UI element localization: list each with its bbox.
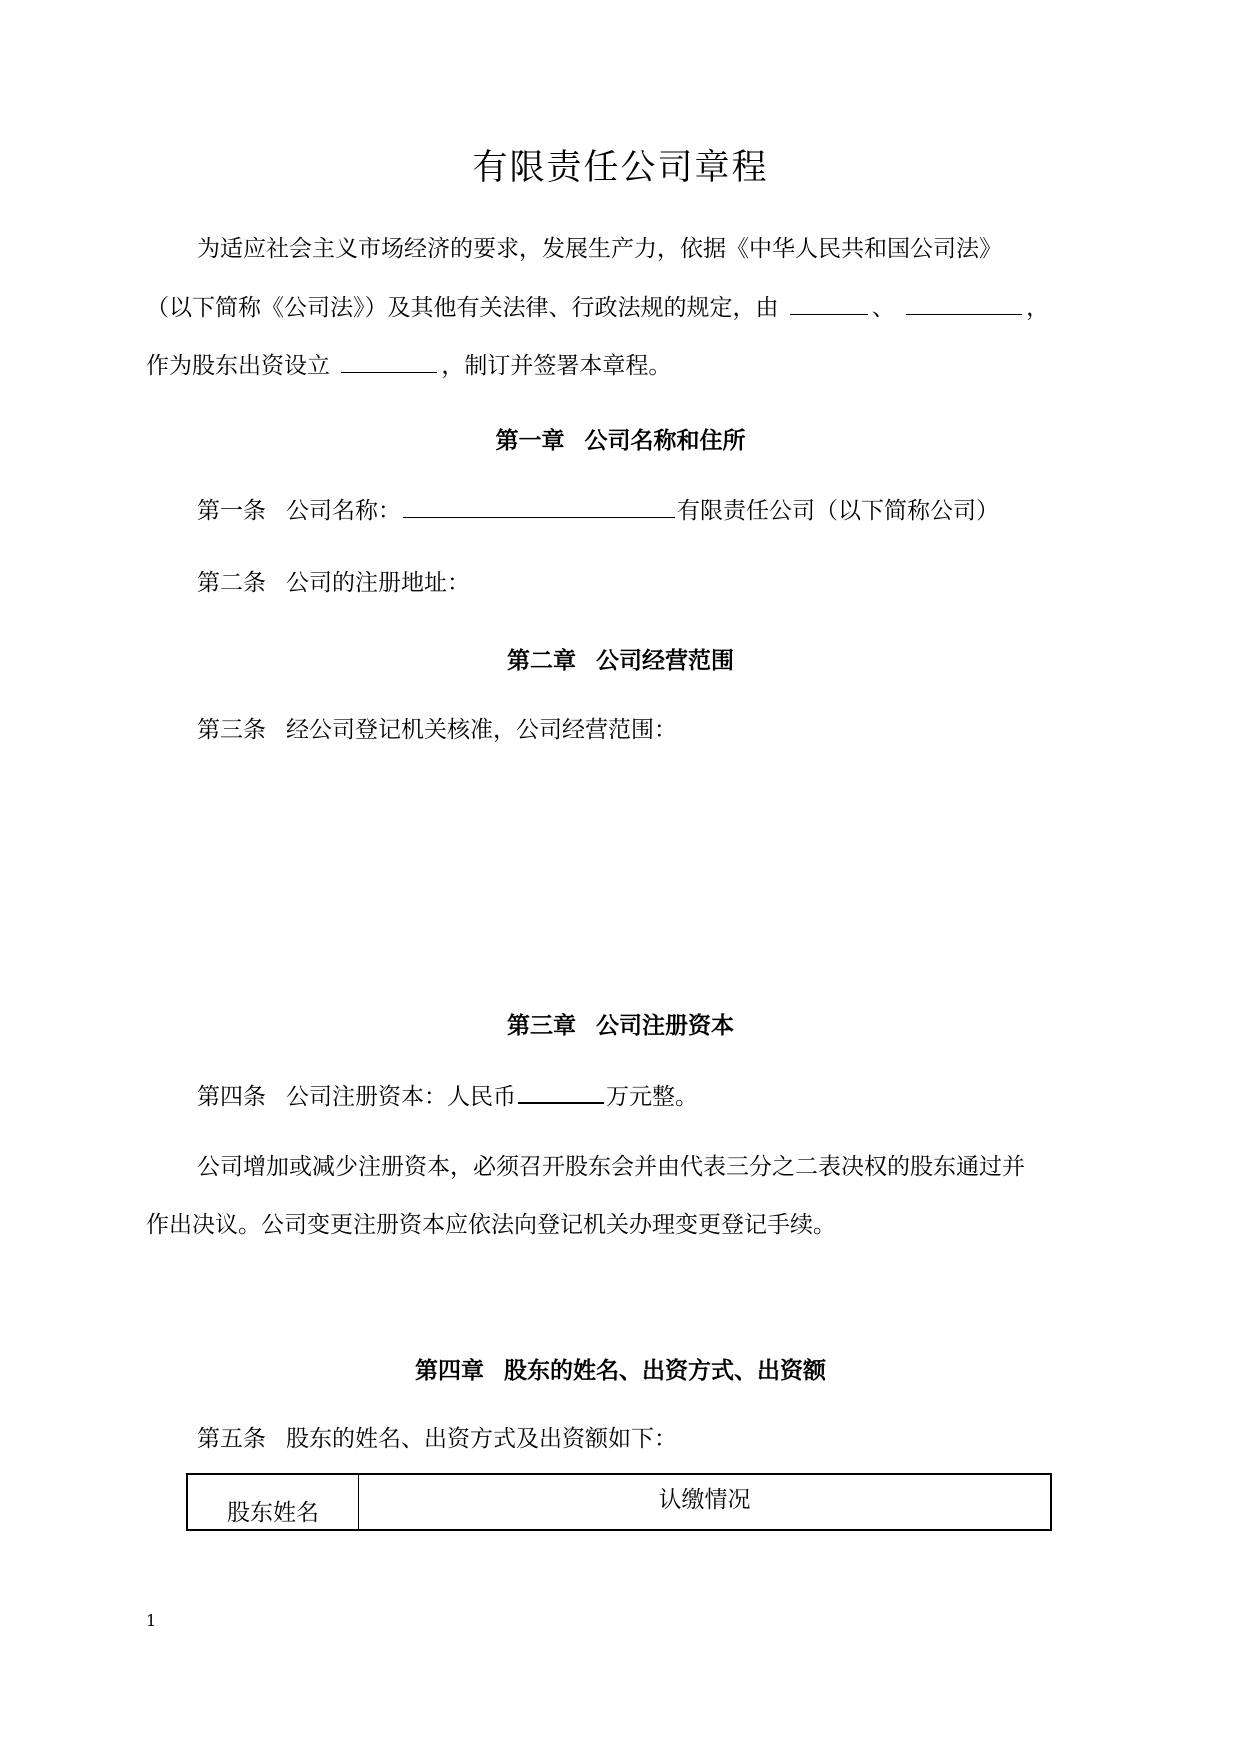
company-name-blank[interactable]: [403, 495, 675, 518]
registered-capital-blank[interactable]: [518, 1080, 604, 1104]
article-1-label: 公司名称：: [286, 498, 401, 524]
chapter-2-number: 第二章: [507, 647, 576, 674]
chapter-2-heading: [0, 642, 1241, 675]
article-4: [197, 1080, 698, 1112]
article-2-text: 公司的注册地址：: [286, 570, 470, 596]
article-1: [197, 495, 999, 526]
article-2-number: 第二条: [197, 570, 266, 596]
page-number: 1: [146, 1611, 157, 1630]
chapter-2-title: 公司经营范围: [596, 647, 734, 674]
chapter-3-number: 第三章: [507, 1012, 576, 1039]
article-3-text: 经公司登记机关核准，公司经营范围：: [286, 717, 677, 743]
chapter-3-heading: [0, 1007, 1241, 1040]
shareholder-2-blank[interactable]: [906, 292, 1022, 315]
article-1-suffix: 有限责任公司（以下简称公司）: [677, 498, 999, 524]
chapter-1-heading: [0, 422, 1241, 455]
chapter-1-number: 第一章: [495, 427, 565, 454]
preamble-line-1: 为适应社会主义市场经济的要求，发展生产力，依据《中华人民共和国公司法》: [197, 236, 1002, 262]
article-5-text: 股东的姓名、出资方式及出资额如下：: [286, 1426, 677, 1452]
column-header-subscription: 认缴情况: [359, 1474, 1052, 1530]
article-3: [197, 715, 677, 745]
article-1-number: 第一条: [197, 498, 266, 524]
chapter-4-number: 第四章: [415, 1357, 484, 1384]
company-blank[interactable]: [341, 350, 437, 373]
document-title: 有限责任公司章程: [472, 148, 769, 188]
chapter-3-title: 公司注册资本: [596, 1012, 734, 1039]
chapter-4-heading: [0, 1352, 1241, 1385]
article-2: [197, 568, 470, 598]
preamble-line-2-text: （以下简称《公司法》）及其他有关法律、行政法规的规定，由: [146, 295, 779, 321]
article-3-number: 第三条: [197, 717, 266, 743]
preamble-line-3: [146, 350, 671, 381]
article-4-suffix: 万元整。: [606, 1084, 698, 1110]
column-header-shareholder-name: 股东姓名: [187, 1474, 359, 1530]
article-5-number: 第五条: [197, 1426, 266, 1452]
capital-change-line-2: 作出决议。公司变更注册资本应依法向登记机关办理变更登记手续。: [146, 1212, 836, 1238]
shareholder-table: [186, 1473, 1052, 1531]
article-5: [197, 1424, 677, 1454]
capital-change-line-1: 公司增加或减少注册资本，必须召开股东会并由代表三分之二表决权的股东通过并: [197, 1154, 1025, 1180]
article-4-label: 公司注册资本：人民币: [286, 1084, 516, 1110]
chapter-1-title: 公司名称和住所: [584, 427, 746, 454]
preamble-line-3-text: 作为股东出资设立: [146, 353, 330, 379]
article-4-number: 第四条: [197, 1084, 266, 1110]
shareholder-1-blank[interactable]: [790, 292, 868, 315]
chapter-4-title: 股东的姓名、出资方式、出资额: [504, 1357, 826, 1384]
preamble-separator: 、: [871, 295, 895, 321]
preamble-line-3-end: ，制订并签署本章程。: [441, 353, 672, 379]
preamble-line-2: [146, 292, 1049, 323]
table-header-row: [187, 1474, 1051, 1530]
preamble-line-2-end: ，: [1026, 295, 1050, 321]
